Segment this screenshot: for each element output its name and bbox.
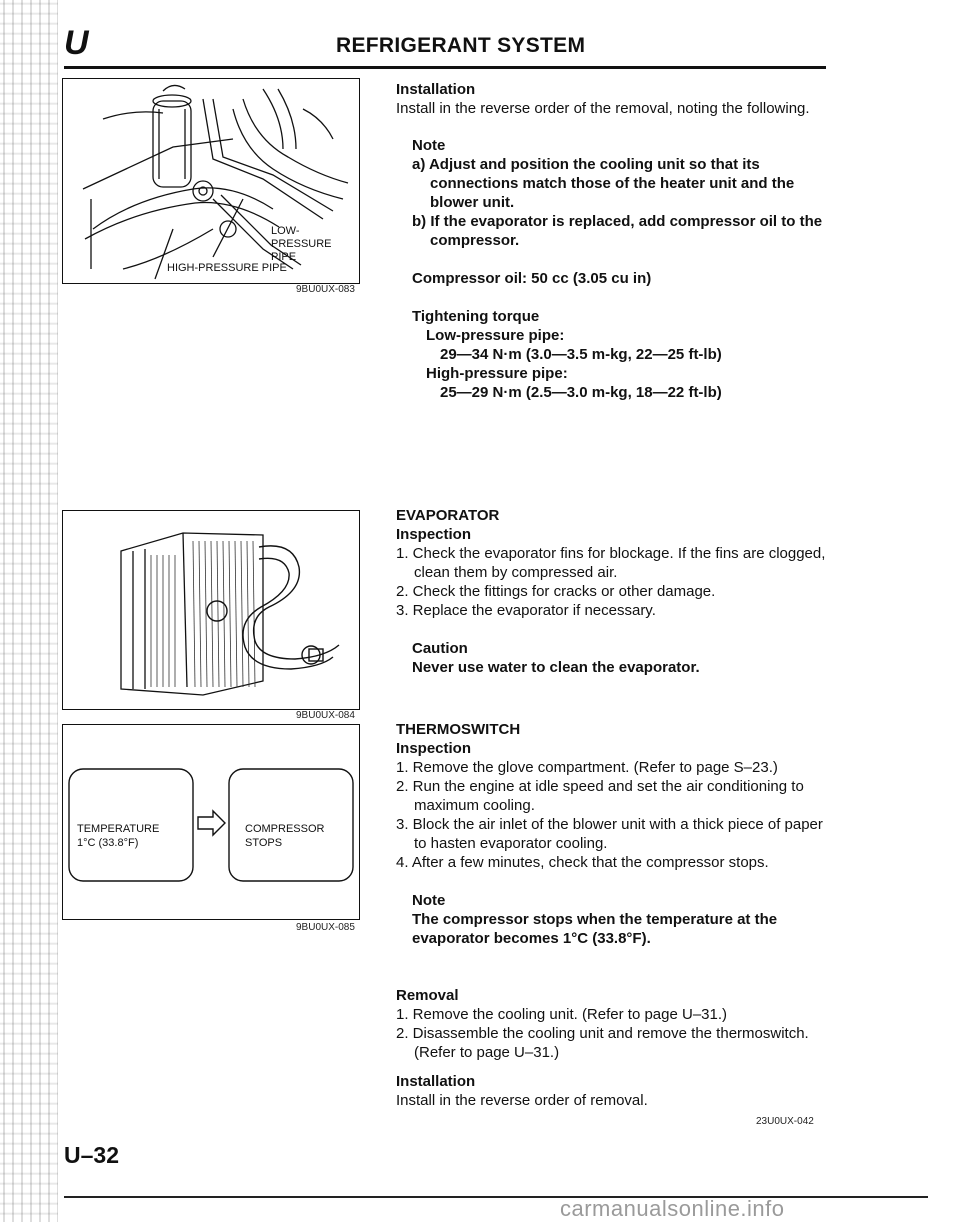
figure-pipes (62, 78, 360, 284)
subheading: Inspection (396, 526, 472, 543)
paragraph: Install in the reverse order of the removal, noting the following. (396, 100, 810, 117)
step: 1. Check the evaporator fins for blockage. If the fins are clogged, clean them by compressed air. (396, 545, 826, 581)
page-number: U–32 (64, 1142, 119, 1168)
label-high-pressure-pipe: HIGH-PRESSURE PIPE (167, 262, 287, 274)
step: 1. Remove the glove compartment. (Refer to page S–23.) (396, 759, 778, 776)
section-heading: THERMOSWITCH (396, 721, 521, 738)
section-heading: Installation (396, 81, 476, 98)
footer-rule (64, 1196, 928, 1198)
header-rule (64, 66, 826, 69)
box-compressor-line-1: COMPRESSOR (245, 823, 325, 835)
page-title: REFRIGERANT SYSTEM (336, 34, 586, 57)
torque-label: Low-pressure pipe: (426, 327, 565, 344)
box-temperature-line-2: 1°C (33.8°F) (77, 837, 139, 849)
figure-code: 9BU0UX-084 (296, 710, 355, 721)
installation-section (396, 80, 828, 402)
figure-thermoswitch-flow (62, 724, 360, 920)
footer-watermark: carmanualsonline.info (560, 1196, 785, 1221)
figure-code: 9BU0UX-085 (296, 922, 355, 933)
caution-heading: Caution (412, 640, 468, 657)
section-heading: Installation (396, 1073, 476, 1090)
note-text: The compressor stops when the temperature at the evaporator becomes 1°C (33.8°F). (412, 911, 778, 947)
torque-heading: Tightening torque (412, 308, 540, 325)
note-item: a) Adjust and position the cooling unit so that its connections match those of the heater unit and the blower unit. (412, 156, 795, 211)
thermoswitch-section (396, 720, 828, 948)
note-heading: Note (412, 137, 446, 154)
step: 1. Remove the cooling unit. (Refer to page U–31.) (396, 1006, 728, 1023)
scan-binding-edge (0, 0, 58, 1222)
section-heading: Removal (396, 987, 459, 1004)
torque-value: 29—34 N·m (3.0—3.5 m-kg, 22—25 ft-lb) (440, 346, 722, 363)
figure-evaporator (62, 510, 360, 710)
evaporator-illustration (63, 511, 359, 709)
removal-section (396, 986, 828, 1062)
step: 2. Check the fittings for cracks or other damage. (396, 583, 716, 600)
step: 2. Disassemble the cooling unit and remove the thermoswitch. (Refer to page U–31.) (396, 1025, 809, 1061)
reference-code: 23U0UX-042 (756, 1116, 814, 1127)
evaporator-section (396, 506, 828, 677)
label-low-pressure-pipe: LOW-PRESSURE PIPE (271, 225, 332, 263)
installation-final-section (396, 1072, 828, 1110)
torque-label: High-pressure pipe: (426, 365, 568, 382)
box-compressor-line-2: STOPS (245, 837, 283, 849)
subheading: Inspection (396, 740, 472, 757)
spec-oil: Compressor oil: 50 cc (3.05 cu in) (412, 270, 652, 287)
note-heading: Note (412, 892, 446, 909)
torque-value: 25—29 N·m (2.5—3.0 m-kg, 18—22 ft-lb) (440, 384, 722, 401)
section-heading: EVAPORATOR (396, 507, 500, 524)
step: 2. Run the engine at idle speed and set the air conditioning to maximum cooling. (396, 778, 804, 814)
paragraph: Install in the reverse order of removal. (396, 1092, 648, 1109)
figure-code: 9BU0UX-083 (296, 284, 355, 295)
step: 3. Block the air inlet of the blower unit with a thick piece of paper to hasten evaporator cooling. (396, 816, 823, 852)
flow-diagram (63, 725, 359, 919)
step: 4. After a few minutes, check that the compressor stops. (396, 854, 769, 871)
box-temperature-line-1: TEMPERATURE (77, 823, 160, 835)
note-item: b) If the evaporator is replaced, add compressor oil to the compressor. (412, 213, 823, 249)
section-letter: U (64, 24, 89, 62)
caution-text: Never use water to clean the evaporator. (412, 659, 700, 676)
step: 3. Replace the evaporator if necessary. (396, 602, 656, 619)
